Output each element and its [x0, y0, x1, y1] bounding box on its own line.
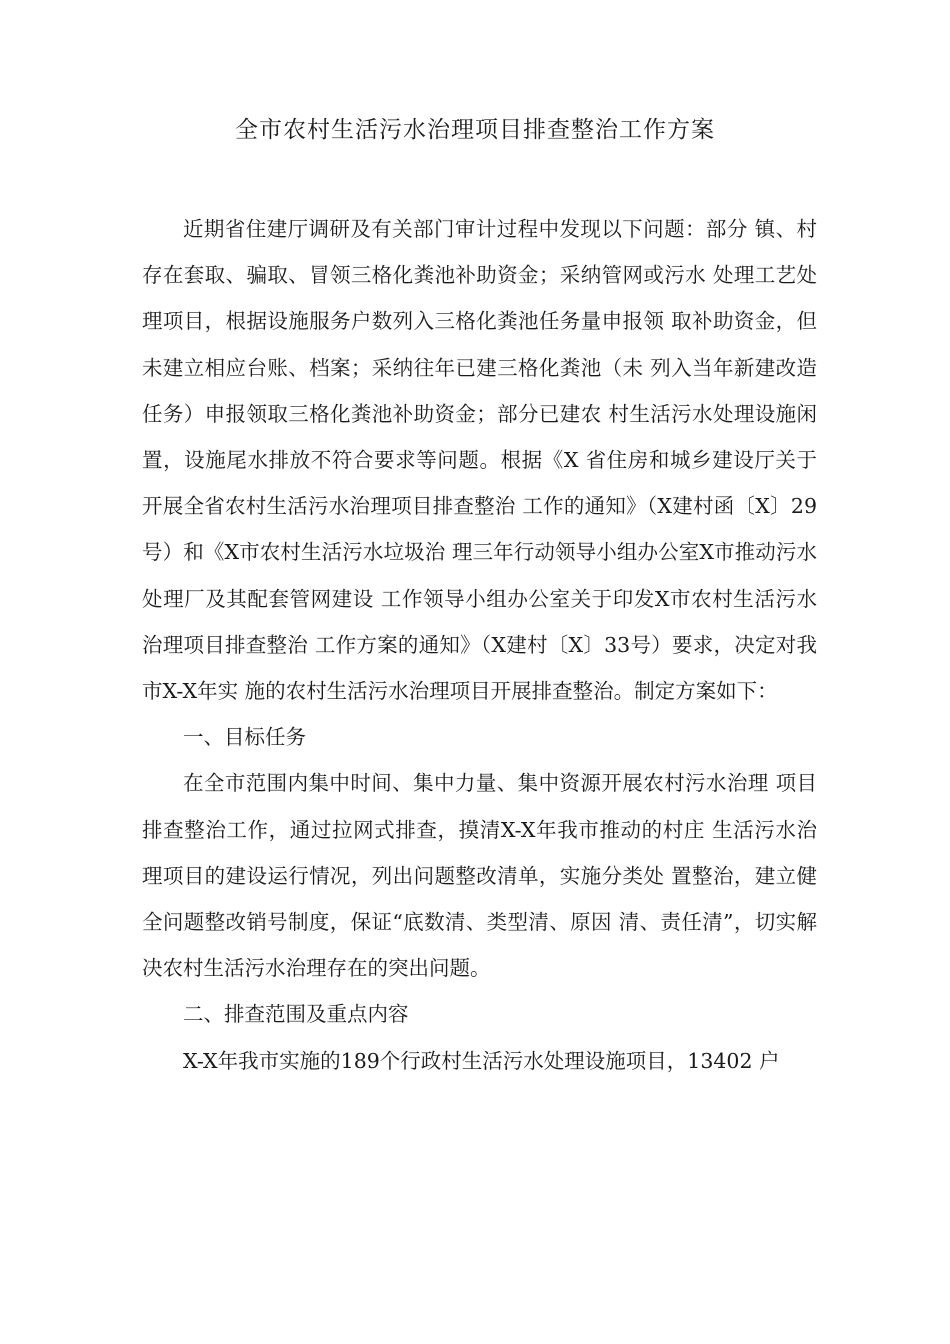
section-heading-goals: 一、目标任务 [183, 725, 306, 750]
paragraph-goals: 在全市范围内集中时间、集中力量、集中资源开展农村污水治理 项目排查整治工作，通过拉网式排查，摸清X-X年我市推动的村庄 生活污水治理项目的建设运行情况，列出问题整改清单，实施分类处 置整治，建立健全问题整改销号制度，保证“底数清、类型清、原因 清、责任清”，切实解决农村生活污水治理存在的突出问题。 [142, 771, 817, 981]
paragraph-intro: 近期省住建厅调研及有关部门审计过程中发现以下问题：部分 镇、村存在套取、骗取、冒领三格化粪池补助资金；采纳管网或污水 处理工艺处理项目，根据设施服务户数列入三格化粪池任务量申报领 取补助资金，但未建立相应台账、档案；采纳往年已建三格化粪池（未 列入当年新建改造任务）申报领取三格化粪池补助资金；部分已建农 村生活污水处理设施闲置，设施尾水排放不符合要求等问题。根据《X 省住房和城乡建设厅关于开展全省农村生活污水治理项目排查整治 工作的通知》（X建村函〔X〕29号）和《X市农村生活污水垃圾治 理三年行动领导小组办公室X市推动污水处理厂及其配套管网建设 工作领导小组办公室关于印发X市农村生活污水治理项目排查整治 工作方案的通知》（X建村〔X〕33号）要求，决定对我市X-X年实 施的农村生活污水治理项目开展排查整治。制定方案如下： [142, 217, 817, 704]
paragraph-scope: X-X年我市实施的189个行政村生活污水处理设施项目，13402 户 [183, 1048, 780, 1073]
section-heading-scope: 二、排查范围及重点内容 [183, 1002, 409, 1027]
document-title: 全市农村生活污水治理项目排查整治工作方案 [235, 117, 715, 143]
document-body [142, 206, 817, 1084]
